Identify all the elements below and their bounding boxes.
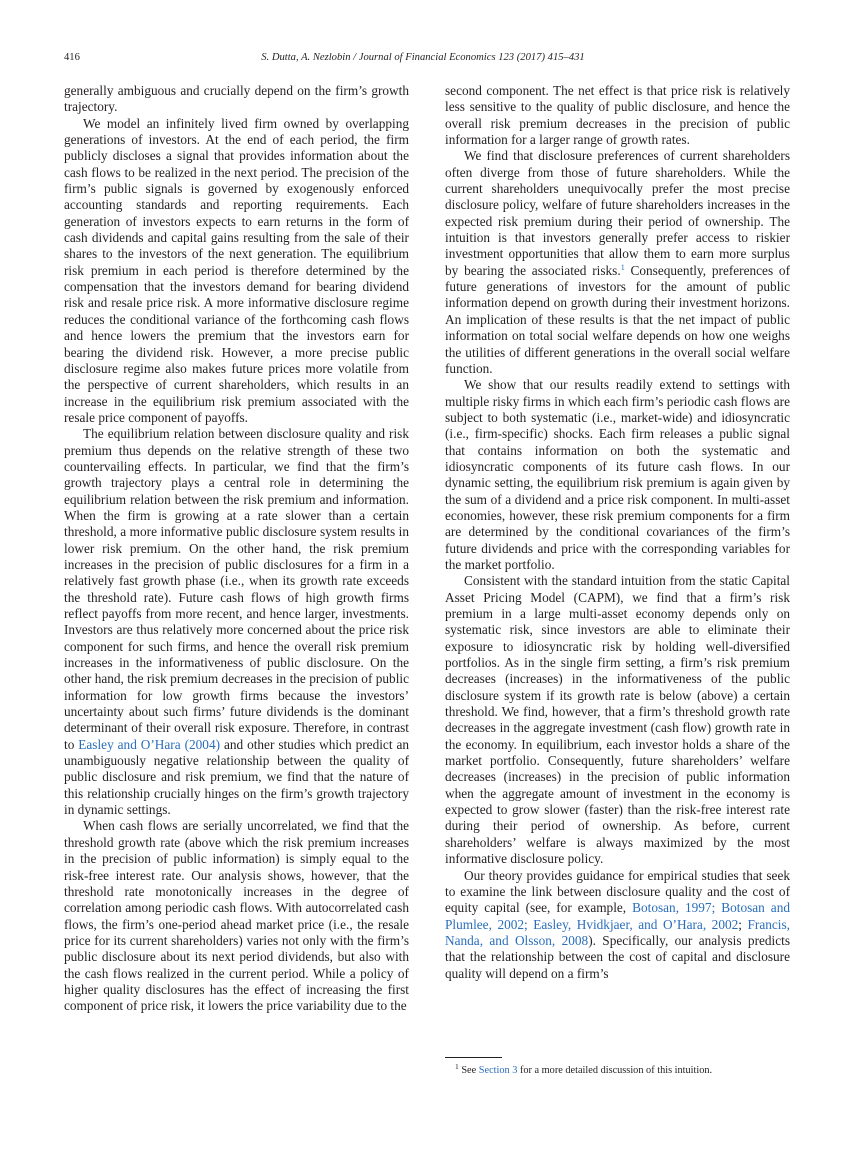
citation-link[interactable]: Francis, Nanda, and Olsson, 2008 [445,916,790,948]
paragraph: generally ambiguous and crucially depend on the firm’s growth trajectory. [64,83,409,115]
paragraph-text: Our theory provides guidance for empirical studies that seek to examine the link between disclosure quality and the cost of equity capital (see, for example, [445,867,790,916]
paragraph: second component. The net effect is that price risk is relatively less sensitive to the quality of public disclosure, and hence the overall risk premium decreases in the precision of public information for a larger range of growth rates. [445,83,790,148]
paragraph-text: ). Specifically, our analysis predicts that the relationship between the cost of capital and disclosure quality will depend on a firm’s [445,932,791,981]
paragraph-text: and other studies which predict an unambiguously negative relationship between the quality of public disclosure and risk premium, we find that the nature of this relationship crucially hinges on the firm’s growth trajectory in dynamic settings. [64,736,409,818]
right-column [445,83,790,982]
footnote-divider [445,1057,502,1058]
left-column [64,83,409,1015]
paragraph: When cash flows are serially uncorrelated, we find that the threshold growth rate (above which the risk premium increases in the precision of public information) is simply equal to the risk-free interest rate. Our analysis shows, however, that the threshold rate monotonically increases in the degree of correlation among periodic cash flows. With autocorrelated cash flows, the firm’s one-period ahead market price (i.e., the resale price for its current shareholders) varies not only with the firm’s public disclosure about its next period dividends, but also with the cash flows realized in the current period. While a policy of higher quality disclosures has the effect of increasing the first component of price risk, it lowers the price variability due to the [64,818,409,1014]
paragraph: Consistent with the standard intuition from the static Capital Asset Pricing Model (CAPM), we find that a firm’s risk premium in a large multi-asset economy depends only on systematic risk, since investors are able to eliminate their exposure to idiosyncratic risk by holding well-diversified portfolios. As in the single firm setting, a firm’s risk premium decreases (increases) in the informativeness of the public disclosure system if its growth rate is below (above) a certain threshold. We find, however, that a firm’s threshold growth rate decreases in the aggregate investment (cash flow) growth rate in the economy. In equilibrium, each investor holds a share of the market portfolio. Consequently, future shareholders’ welfare decreases (increases) in the precision of public information when the aggregate amount of investment in the economy is expected to grow slower (faster) than the risk-free interest rate during their period of ownership. As before, current shareholders’ welfare is always maximized by the most informative disclosure policy. [445,573,790,867]
citation-link[interactable]: Botosan, 1997; Botosan and Plumlee, 2002; Easley, Hvidkjaer, and O’Hara, 2002 [445,900,790,932]
citation-link[interactable]: Easley and O’Hara (2004) [78,736,221,752]
paragraph-text: We find that disclosure preferences of current shareholders often diverge from those of future shareholders. While the current shareholders unequivocally prefer the most precise disclosure policy, welfare of future shareholders increases in the expected risk premium during their period of ownership. The intuition is that investors generally prefer access to riskier investment opportunities that allow them to earn more surplus by bearing the associated risks. [445,148,790,278]
paragraph: We show that our results readily extend to settings with multiple risky firms in which each firm’s periodic cash flows are subject to both systematic (i.e., market-wide) and idiosyncratic (i.e., firm-specific) shocks. Each firm releases a public signal that contains information on both the systematic and idiosyncratic components of its future cash flows. In our dynamic setting, the equilibrium risk premium is again given by the sum of a dividend and a price risk component. In multi-asset economies, however, these risk premium components for a firm are determined by the conditional covariances of the firm’s future dividends and price with the corresponding variables for the market portfolio. [445,377,790,572]
section-link[interactable]: Section 3 [478,1065,518,1076]
running-head: S. Dutta, A. Nezlobin / Journal of Financial Economics 123 (2017) 415–431 [261,52,585,63]
footnote-text: for a more detailed discussion of this intuition. [517,1065,713,1076]
paragraph [445,868,790,982]
footnote [445,1064,790,1077]
citation-separator: ; [738,916,748,932]
footnote-text: See [458,1065,479,1076]
page-number: 416 [64,52,80,63]
paragraph [64,426,409,818]
paragraph [445,148,790,377]
footnote-number: 1 [455,1062,459,1071]
paragraph: We model an infinitely lived firm owned by overlapping generations of investors. At the end of each period, the firm publicly discloses a signal that provides information about the cash flows to be realized in the next period. The precision of the firm’s public signals is governed by exogenously enforced accounting standards and reporting requirements. Each generation of investors expects to earn returns in the form of cash dividends and capital gains resulting from the sale of their shares to the investors of the next generation. The equilibrium risk premium in each period is therefore determined by the compensation that the investors demand for bearing dividend risk and resale price risk. A more informative disclosure regime reduces the conditional variance of the forthcoming cash flows and hence lowers the premium that the investors earn for bearing the dividend risk. However, a more precise public disclosure regime also makes future prices more volatile from the perspective of current shareholders, which results in an increase in the equilibrium risk premium associated with the resale price component of payoffs. [64,115,409,425]
footnote-marker[interactable]: 1 [620,262,625,272]
paragraph-text: The equilibrium relation between disclosure quality and risk premium thus depends on the relative strength of these two countervailing effects. In particular, we find that the firm’s growth trajectory plays a central role in determining the equilibrium relation between the risk premium and information. When the firm is growing at a rate slower than a certain threshold, a more informative public disclosure system results in lower risk premium. On the other hand, the risk premium increases in the precision of public disclosures for a firm in a relatively fast growth phase (i.e., when its growth rate exceeds the threshold rate). Future cash flows of high growth firms reflect payoffs from more recent, and hence larger, investments. Investors are thus relatively more concerned about the price risk component for such firms, and hence the overall risk premium increases in the informativeness of public disclosure. On the other hand, the risk premium decreases in the precision of public information for low growth firms because the investors’ uncertainty about such firms’ future dividends is the dominant determinant of their overall risk exposure. Therefore, in contrast to [64,426,409,752]
paragraph-text: Consequently, preferences of future generations of investors for the amount of public information depend on growth during their investment horizons. An implication of these results is that the net impact of public information on total social welfare depends on how one weighs the utilities of different generations in the overall social welfare function. [445,262,791,376]
